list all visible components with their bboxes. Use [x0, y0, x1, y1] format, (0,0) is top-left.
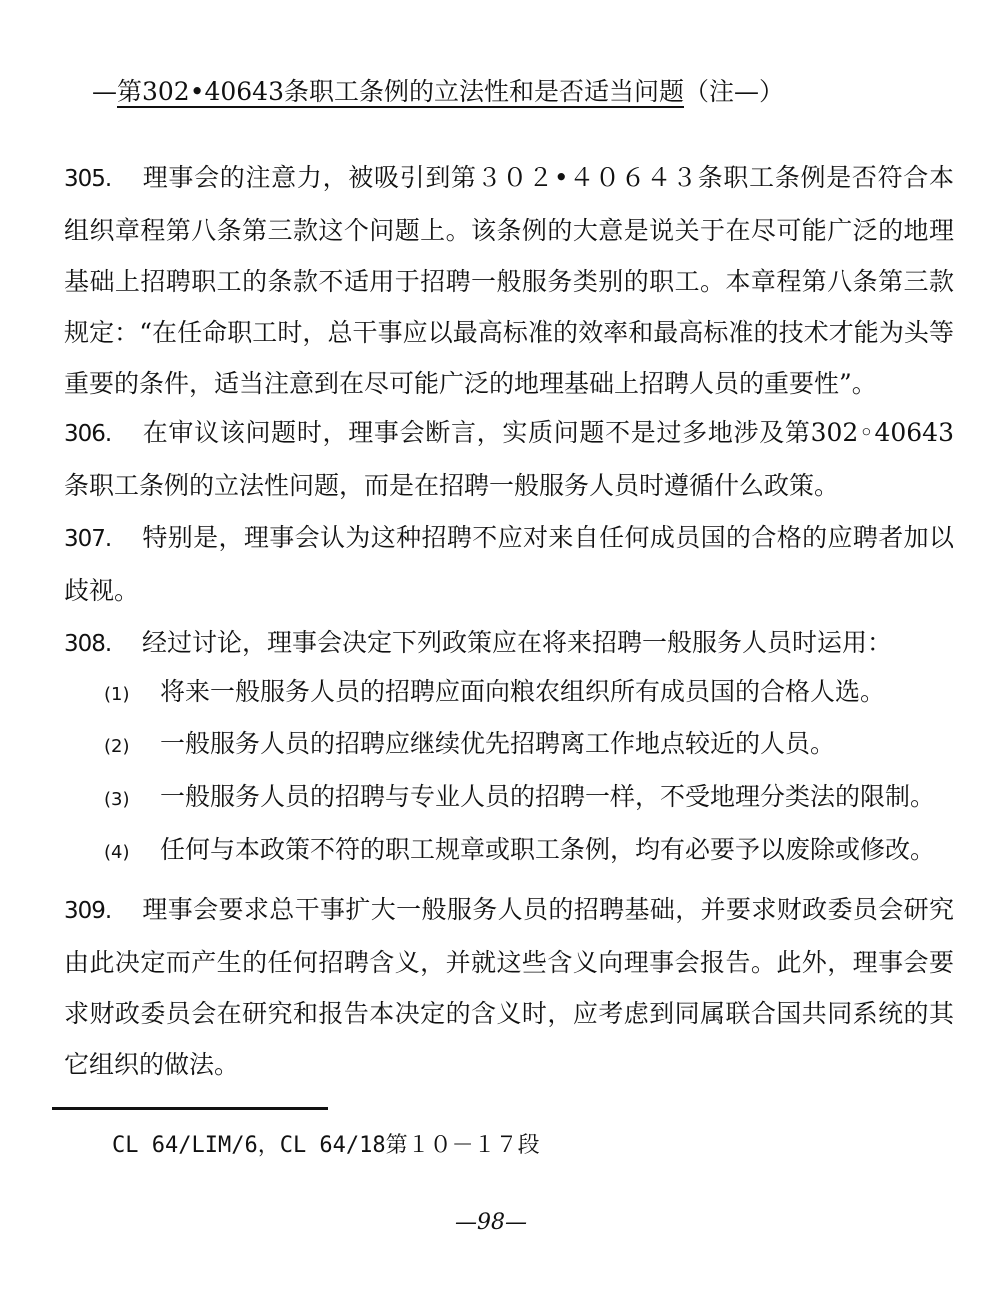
paragraph-text: 理事会的注意力，被吸引到第３０２•４０６４３条职工条例是否符合本组织章程第八条第三款这个问题上。该条例的大意是说关于在尽可能广泛的地理基础上招聘职工的条款不适用于招聘一般服务类别的职工。本章程第八条第三款规定：“在任命职工时，总干事应以最高标准的效率和最高标准的技术才能为头等重要的条件，适当注意到在尽可能广泛的地理基础上招聘人员的重要性”。	[64, 163, 954, 398]
list-text: 一般服务人员的招聘应继续优先招聘离工作地点较近的人员。	[160, 729, 836, 758]
list-text: 任何与本政策不符的职工规章或职工条例，均有必要予以废除或修改。	[160, 835, 936, 864]
list-marker: (1)	[104, 684, 130, 705]
list-text: 一般服务人员的招聘与专业人员的招聘一样，不受地理分类法的限制。	[160, 782, 936, 811]
list-marker: (2)	[104, 736, 130, 757]
list-marker: (4)	[104, 842, 130, 863]
list-item	[104, 777, 954, 820]
paragraph-text: 在审议该问题时，理事会断言，实质问题不是过多地涉及第302◦40643条职工条例的立法性问题，而是在招聘一般服务人员时遵循什么政策。	[64, 418, 954, 500]
heading-title: 第302•40643条职工条例的立法性和是否适当问题	[117, 77, 684, 106]
paragraph-306	[64, 407, 954, 511]
paragraph-308	[64, 617, 954, 670]
footnote: CL 64/LIM/6，CL 64/18第１０－１７段	[112, 1133, 540, 1158]
paragraph-number: 306.	[64, 421, 112, 447]
paragraph-text: 经过讨论，理事会决定下列政策应在将来招聘一般服务人员时运用：	[142, 628, 893, 657]
list-item	[104, 672, 954, 715]
paragraph-309	[64, 884, 954, 1090]
paragraph-text: 特别是，理事会认为这种招聘不应对来自任何成员国的合格的应聘者加以歧视。	[64, 523, 954, 605]
list-item	[104, 830, 954, 873]
list-text: 将来一般服务人员的招聘应面向粮农组织所有成员国的合格人选。	[160, 677, 886, 706]
paragraph-number: 309.	[64, 898, 112, 924]
paragraph-number: 305.	[64, 166, 112, 192]
paragraph-305	[64, 152, 954, 409]
list-item	[104, 724, 954, 767]
section-heading	[92, 72, 812, 112]
heading-note: （注—）	[684, 77, 785, 106]
paragraph-text: 理事会要求总干事扩大一般服务人员的招聘基础，并要求财政委员会研究由此决定而产生的任何招聘含义，并就这些含义向理事会报告。此外，理事会要求财政委员会在研究和报告本决定的含义时，应考虑到同属联合国共同系统的其它组织的做法。	[64, 895, 954, 1079]
footnote-divider	[52, 1107, 328, 1110]
heading-prefix: —	[92, 77, 117, 106]
page-number: —98—	[455, 1210, 527, 1235]
list-marker: (3)	[104, 789, 130, 810]
paragraph-number: 307.	[64, 526, 112, 552]
paragraph-307	[64, 512, 954, 616]
paragraph-number: 308.	[64, 631, 112, 657]
